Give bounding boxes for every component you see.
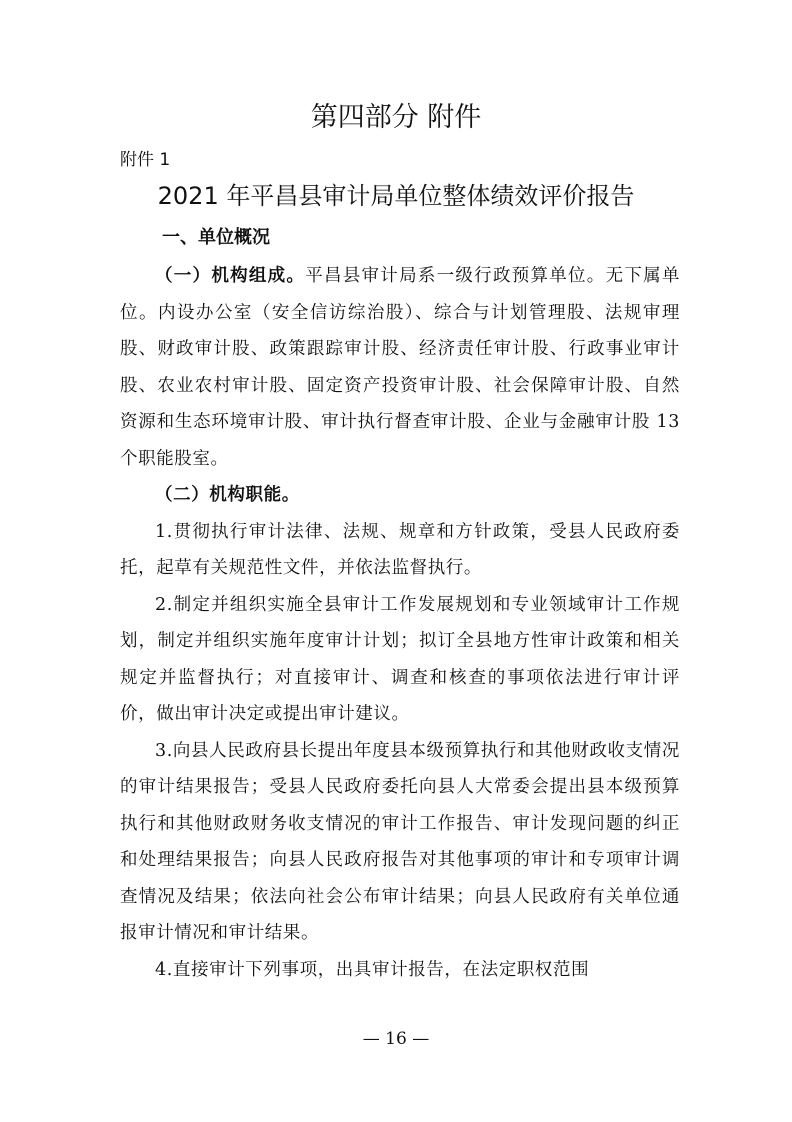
org-structure-text: 平昌县审计局系一级行政预算单位。无下属单位。内设办公室（安全信访综治股）、综合与计划管理股、法规审理股、财政审计股、政策跟踪审计股、经济责任审计股、行政事业审计股、农业农村审计股、固定资产投资审计股、社会保障审计股、自然资源和生态环境审计股、审计执行督查审计股、企业与金融审计股 13 个职能股室。 bbox=[120, 266, 681, 469]
function-item-2: 2.制定并组织实施全县审计工作发展规划和专业领域审计工作规划，制定并组织实施年度审计计划；拟订全县地方性审计政策和相关规定并监督执行；对直接审计、调查和核查的事项依法进行审计评价，做出审计决定或提出审计建议。 bbox=[120, 594, 680, 724]
functions-heading-paragraph bbox=[120, 477, 680, 514]
body-text bbox=[120, 258, 680, 988]
page-number: — 16 — bbox=[362, 1029, 430, 1049]
function-item-1: 1.贯彻执行审计法律、法规、规章和方针政策，受县人民政府委托，起草有关规范性文件，并依法监督执行。 bbox=[120, 521, 680, 578]
org-structure-paragraph bbox=[120, 258, 680, 477]
section-heading: 一、单位概况 bbox=[162, 227, 270, 248]
function-item-3: 3.向县人民政府县长提出年度县本级预算执行和其他财政收支情况的审计结果报告；受县人民政府委托向县人大常委会提出县本级预算执行和其他财政财务收支情况的审计工作报告、审计发现问题的纠正和处理结果报告；向县人民政府报告对其他事项的审计和专项审计调查情况及结果；依法向社会公布审计结果；向县人民政府有关单位通报审计情况和审计结果。 bbox=[120, 740, 680, 943]
function-item-4: 4.直接审计下列事项，出具审计报告，在法定职权范围 bbox=[155, 959, 590, 980]
report-title: 2021 年平昌县审计局单位整体绩效评价报告 bbox=[157, 182, 635, 210]
part-title: 第四部分 附件 bbox=[310, 102, 482, 133]
attachment-label: 附件 1 bbox=[120, 150, 171, 170]
functions-heading: （二）机构职能。 bbox=[155, 485, 300, 505]
org-structure-heading: （一）机构组成。 bbox=[155, 266, 306, 286]
